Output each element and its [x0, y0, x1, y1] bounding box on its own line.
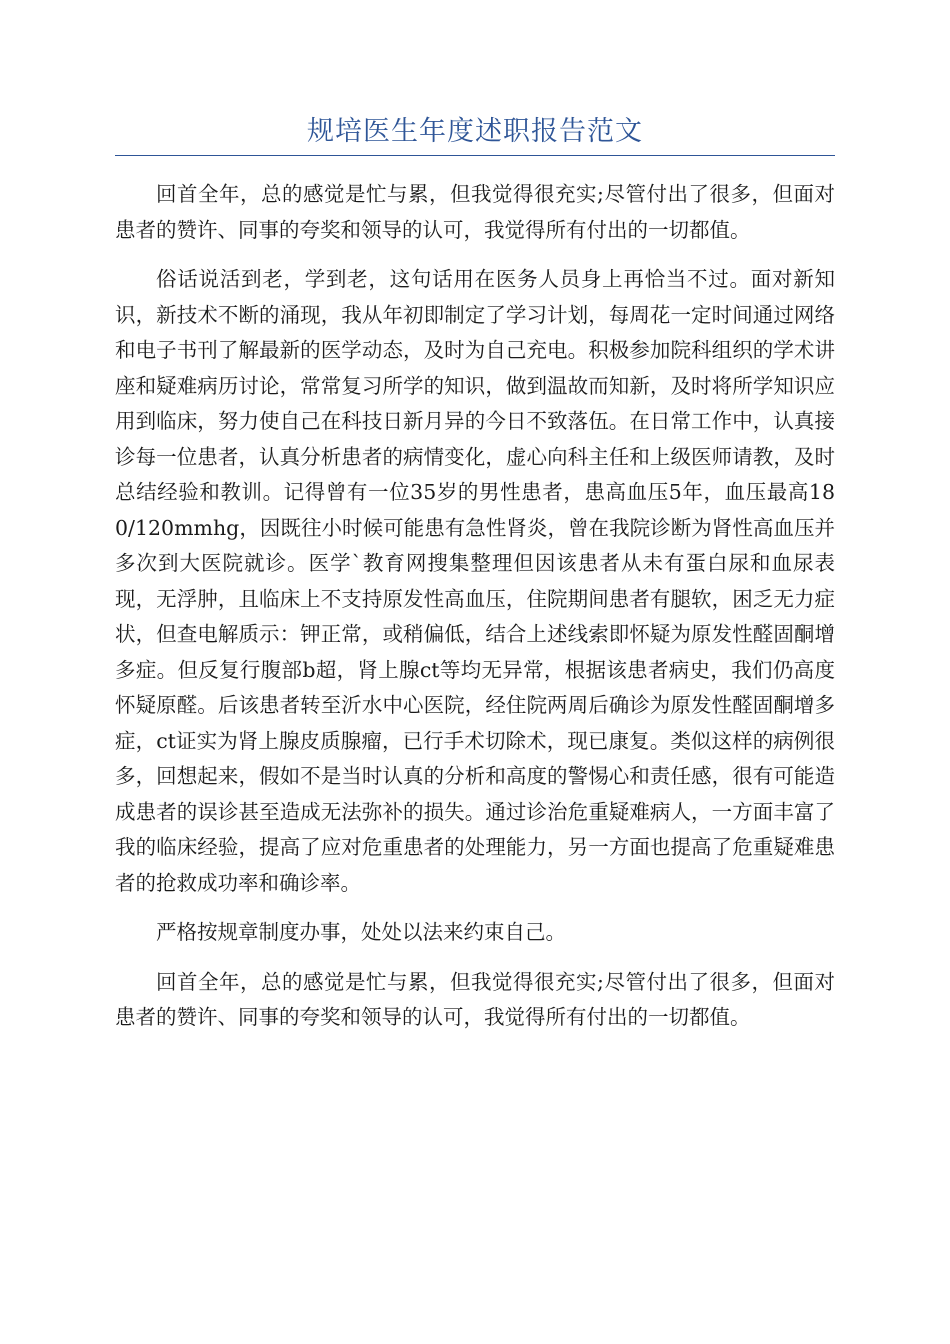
paragraph-4: 回首全年，总的感觉是忙与累，但我觉得很充实;尽管付出了很多，但面对患者的赞许、同事的夸奖和领导的认可，我觉得所有付出的一切都值。	[115, 969, 835, 1029]
title-underline	[115, 155, 835, 156]
paragraph-1: 回首全年，总的感觉是忙与累，但我觉得很充实;尽管付出了很多，但面对患者的赞许、同事的夸奖和领导的认可，我觉得所有付出的一切都值。	[115, 182, 835, 242]
document-body	[115, 177, 835, 1050]
document-title: 规培医生年度述职报告范文	[307, 116, 643, 147]
paragraph-2: 俗话说活到老，学到老，这句话用在医务人员身上再恰当不过。面对新知识，新技术不断的涌现，我从年初即制定了学习计划，每周花一定时间通过网络和电子书刊了解最新的医学动态，及时为自己充电。积极参加院科组织的学术讲座和疑难病历讨论，常常复习所学的知识，做到温故而知新，及时将所学知识应用到临床，努力使自己在科技日新月异的今日不致落伍。在日常工作中，认真接诊每一位患者，认真分析患者的病情变化，虚心向科主任和上级医师请教，及时总结经验和教训。记得曾有一位35岁的男性患者，患高血压5年，血压最高180/120mmhg，因既往小时候可能患有急性肾炎，曾在我院诊断为肾性高血压并多次到大医院就诊。医学`教育网搜集整理但因该患者从未有蛋白尿和血尿表现，无浮肿，且临床上不支持原发性高血压，住院期间患者有腿软，困乏无力症状，但查电解质示：钾正常，或稍偏低，结合上述线索即怀疑为原发性醛固酮增多症。但反复行腹部b超，肾上腺ct等均无异常，根据该患者病史，我们仍高度怀疑原醛。后该患者转至沂水中心医院，经住院两周后确诊为原发性醛固酮增多症，ct证实为肾上腺皮质腺瘤，已行手术切除术，现已康复。类似这样的病例很多，回想起来，假如不是当时认真的分析和高度的警惕心和责任感，很有可能造成患者的误诊甚至造成无法弥补的损失。通过诊治危重疑难病人，一方面丰富了我的临床经验，提高了应对危重患者的处理能力，另一方面也提高了危重疑难患者的抢救成功率和确诊率。	[115, 267, 835, 895]
paragraph-3: 严格按规章制度办事，处处以法来约束自己。	[156, 920, 566, 944]
